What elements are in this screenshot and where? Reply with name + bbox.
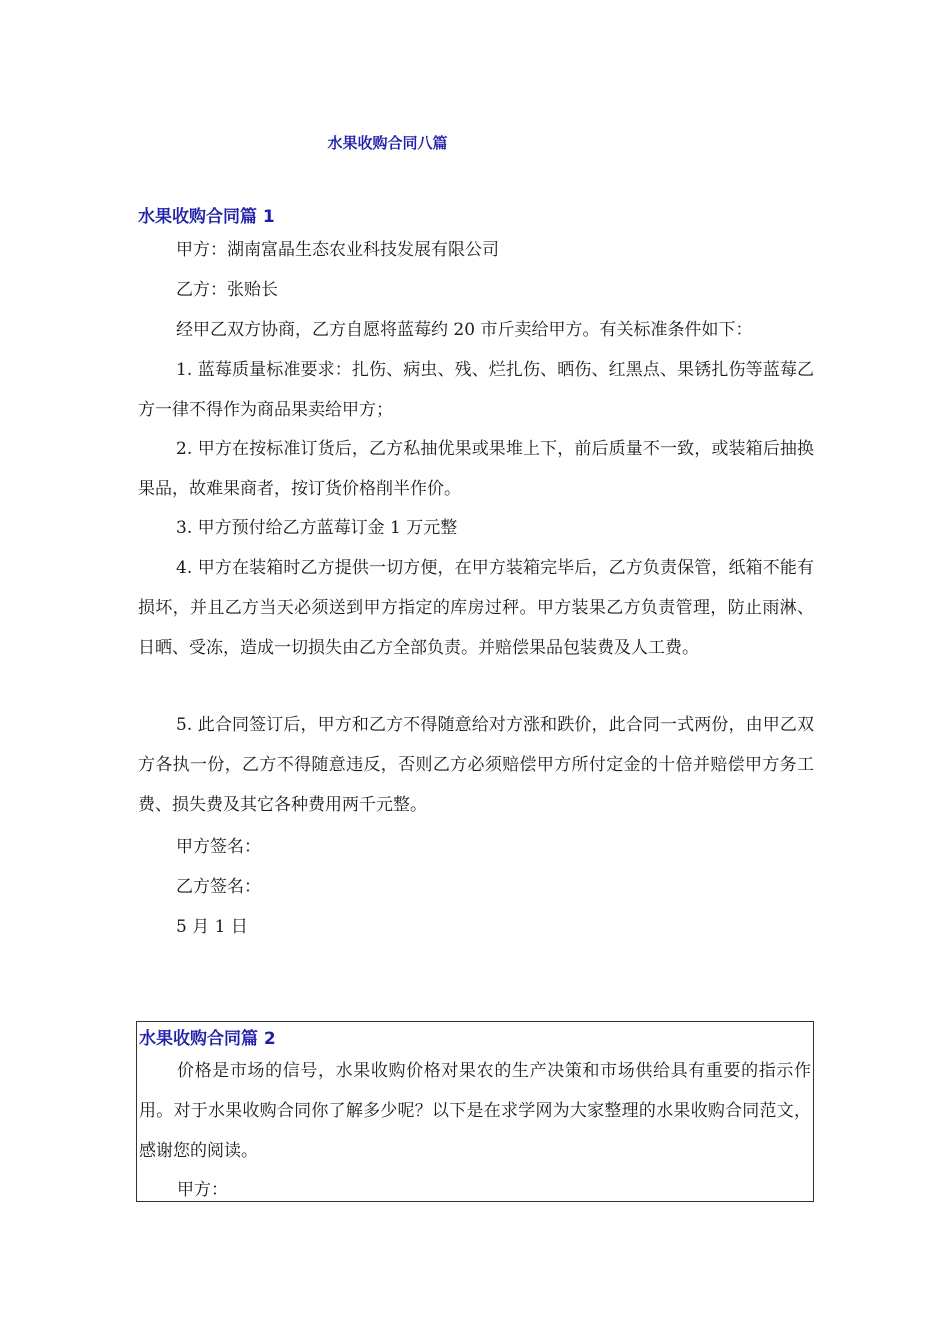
clause-4: 4. 甲方在装箱时乙方提供一切方便，在甲方装箱完毕后，乙方负责保管，纸箱不能有损坏，并且乙方当天必须送到甲方指定的库房过秤。甲方装果乙方负责管理，防止雨淋、日晒、受冻，造成一切损失由乙方全部负责。并赔偿果品包装费及人工费。 <box>138 558 814 658</box>
party-b-signature: 乙方签名： <box>176 877 261 897</box>
party-a-signature: 甲方签名： <box>176 837 261 857</box>
section-1-heading: 水果收购合同篇 1 <box>138 207 275 227</box>
party-a-line: 甲方：湖南富晶生态农业科技发展有限公司 <box>176 240 499 260</box>
document-title: 水果收购合同八篇 <box>327 134 448 152</box>
section-2-box <box>136 1021 814 1202</box>
section-2-party-a: 甲方： <box>177 1180 228 1200</box>
clause-3: 3. 甲方预付给乙方蓝莓订金 1 万元整 <box>176 518 458 538</box>
clause-5: 5. 此合同签订后，甲方和乙方不得随意给对方涨和跌价，此合同一式两份，由甲乙双方各执一份，乙方不得随意违反，否则乙方必须赔偿甲方所付定金的十倍并赔偿甲方务工费、损失费及其它各种费用两千元整。 <box>138 715 814 815</box>
section-2-heading: 水果收购合同篇 2 <box>139 1029 276 1049</box>
clause-1: 1. 蓝莓质量标准要求：扎伤、病虫、残、烂扎伤、晒伤、红黑点、果锈扎伤等蓝莓乙方一律不得作为商品果卖给甲方； <box>138 360 814 420</box>
clause-2: 2. 甲方在按标准订货后，乙方私抽优果或果堆上下，前后质量不一致，或装箱后抽换果品，故难果商者，按订货价格削半作价。 <box>138 439 814 499</box>
intro-paragraph: 经甲乙双方协商，乙方自愿将蓝莓约 20 市斤卖给甲方。有关标准条件如下： <box>176 320 753 340</box>
section-2-intro: 价格是市场的信号，水果收购价格对果农的生产决策和市场供给具有重要的指示作用。对于水果收购合同你了解多少呢？以下是在求学网为大家整理的水果收购合同范文，感谢您的阅读。 <box>139 1061 811 1161</box>
party-b-line: 乙方：张贻长 <box>176 280 278 300</box>
signing-date: 5 月 1 日 <box>176 917 248 937</box>
